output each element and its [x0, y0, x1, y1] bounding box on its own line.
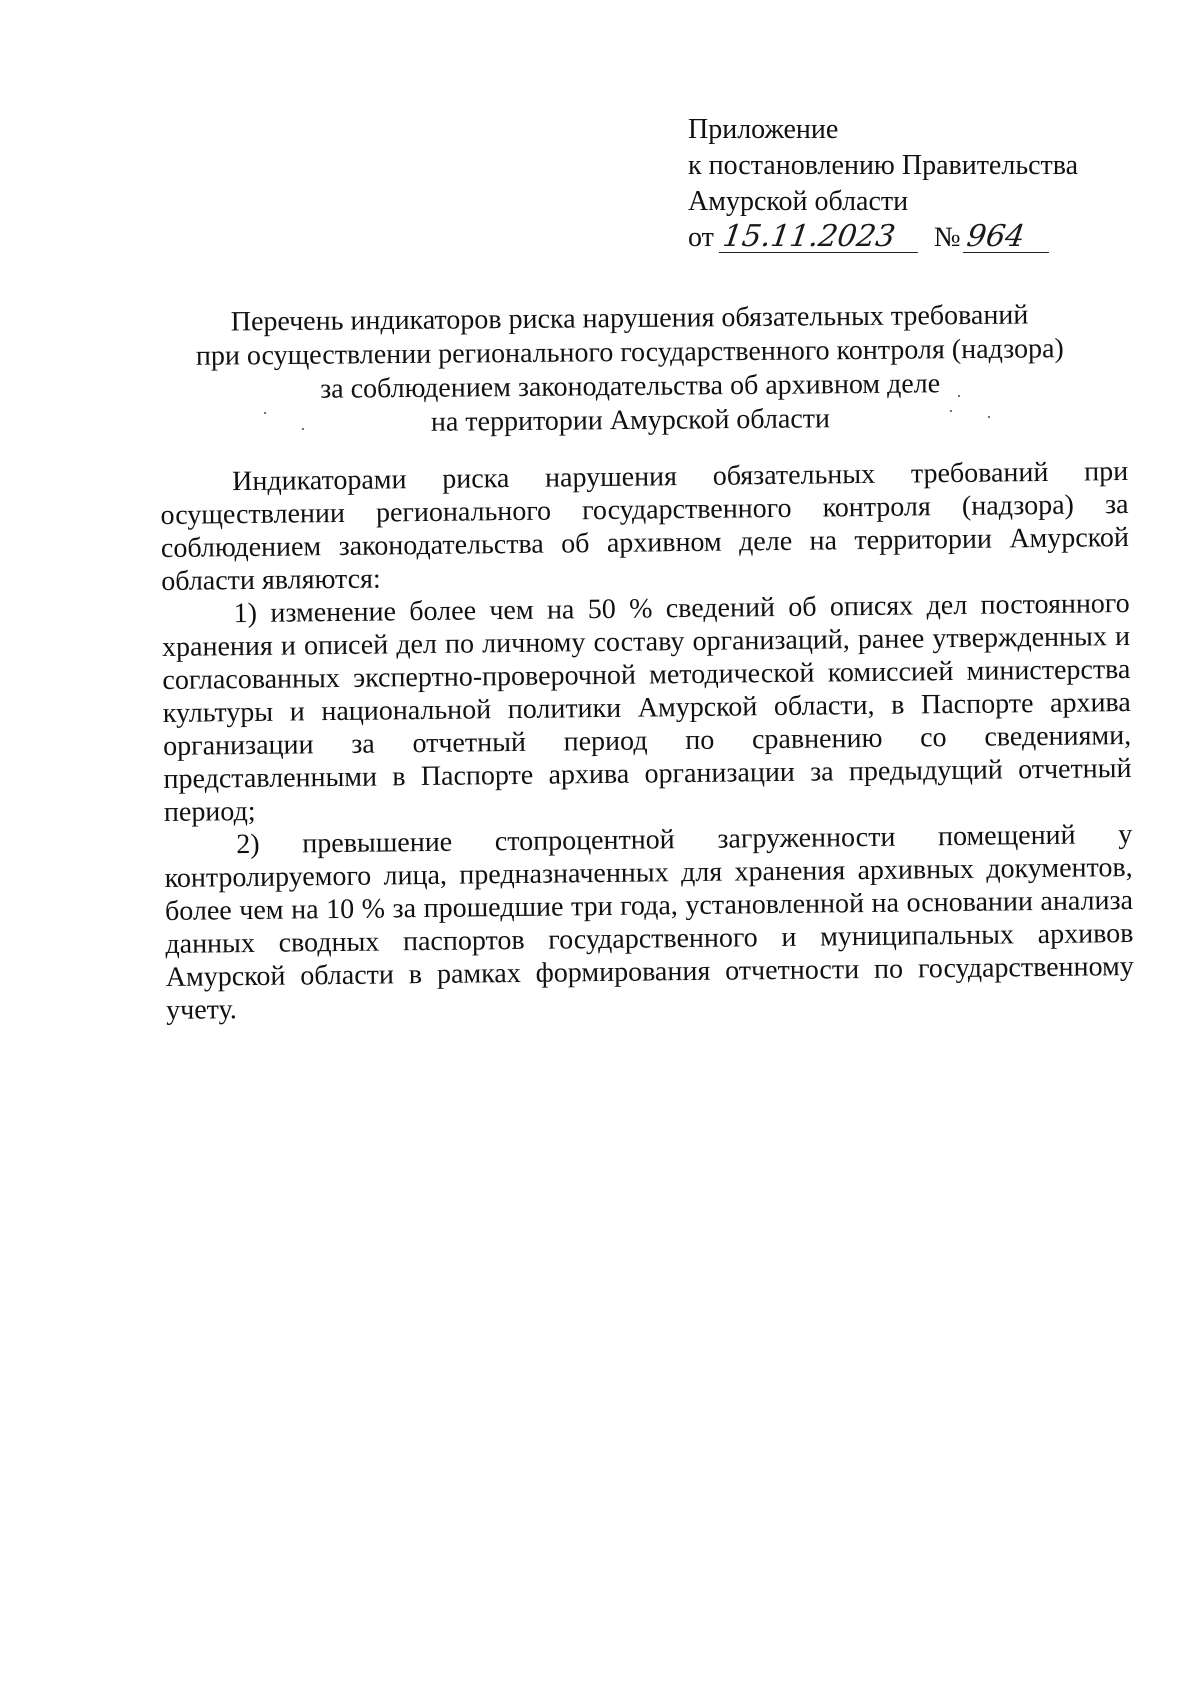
- intro-paragraph: Индикаторами риска нарушения обязательных требований при осуществлении регионального государственного контроля (надзора) за соблюдением законодательства об архивном деле на территории Амурской области являются:: [160, 456, 1130, 597]
- title-line-1: Перечень индикаторов риска нарушения обязательных требований: [230, 299, 1029, 338]
- title-line-2: при осуществлении регионального государственного контроля (надзора): [195, 333, 1064, 372]
- title-line-3: за соблюдением законодательства об архивном деле: [320, 368, 941, 405]
- appendix-region: Амурской области: [688, 186, 909, 217]
- handwritten-date: 15.11.2023: [719, 222, 922, 253]
- document-body: [160, 455, 1134, 1027]
- number-label: №: [933, 222, 961, 253]
- scan-speck: [302, 428, 304, 430]
- handwritten-number: 964: [962, 222, 1052, 253]
- document-title: [169, 298, 1090, 442]
- title-line-4: на территории Амурской области: [430, 403, 831, 438]
- scan-speck: [950, 410, 952, 412]
- scan-speck: [264, 412, 266, 414]
- appendix-title: Приложение: [688, 114, 839, 145]
- scan-speck: [958, 395, 960, 397]
- appendix-block: [688, 112, 1108, 256]
- date-prefix: от: [688, 222, 714, 253]
- appendix-date-number-line: [688, 220, 1108, 256]
- indicator-item-1: 1) изменение более чем на 50 % сведений об описях дел постоянного хранения и описей дел по личному составу организаций, ранее утвержденных и согласованных экспертно-проверочной методической комиссией министерства культуры и национальной политики Амурской области, в Паспорте архива организации за отчетный период по сравнению со сведениями, представленными в Паспорте архива организации за предыдущий отчетный период;: [161, 588, 1132, 828]
- scan-speck: [988, 416, 990, 418]
- indicator-item-2: 2) превышение стопроцентной загруженности помещений у контролируемого лица, предназначенных для хранения архивных документов, более чем на 10 % за прошедшие три года, установленной на основании анализа данных сводных паспортов государственного и муниципальных архивов Амурской области в рамках формирования отчетности по государственному учету.: [164, 818, 1134, 1026]
- appendix-reference: к постановлению Правительства: [688, 150, 1079, 181]
